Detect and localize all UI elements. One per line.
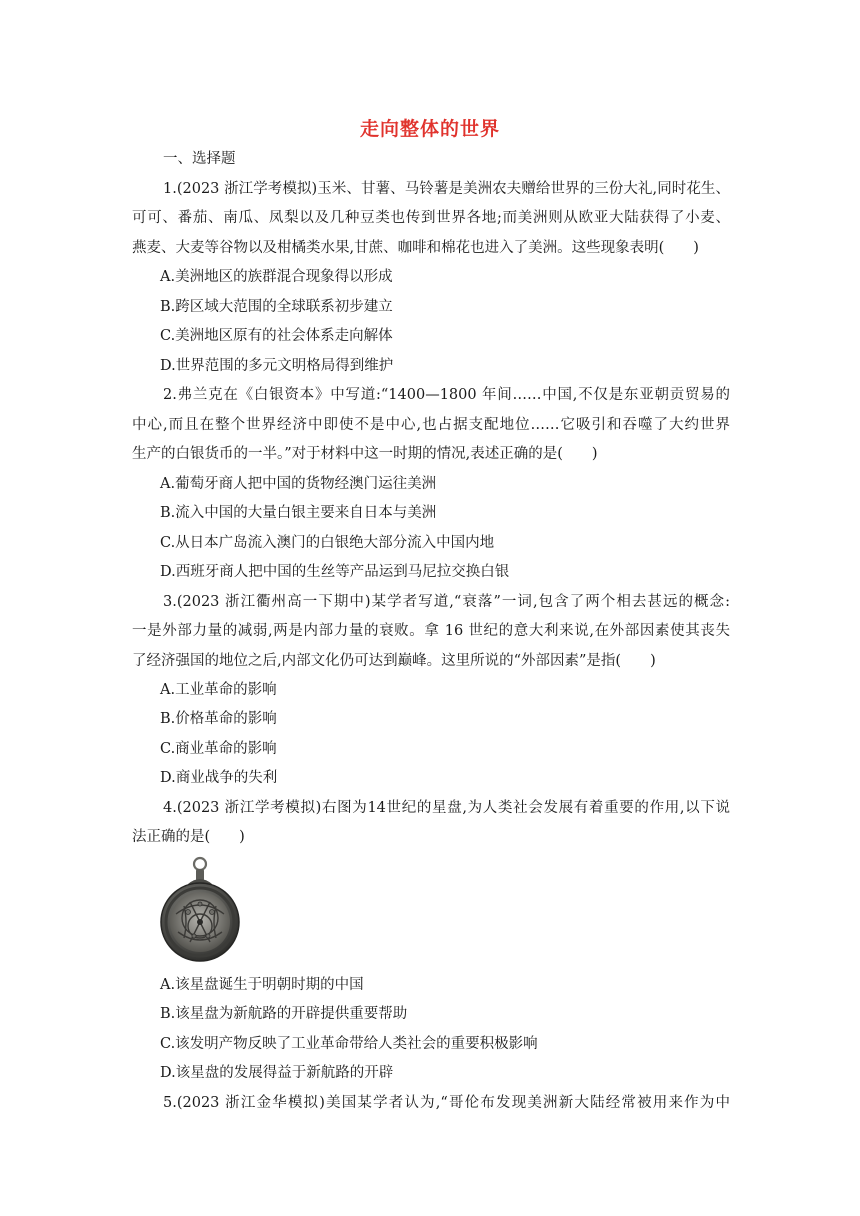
question-2-line-1: 2.弗兰克在《白银资本》中写道:“1400—1800 年间……中国,不仅是东亚朝贡贸易的 bbox=[163, 387, 730, 403]
question-3-line-2: 一是外部力量的减弱,两是内部力量的衰败。拿 16 世纪的意大利来说,在外部因素使其丧失 bbox=[132, 623, 730, 639]
question-3-option-d: D.商业战争的失利 bbox=[160, 770, 278, 786]
question-4-line-1: 4.(2023 浙江学考模拟)右图为14世纪的星盘,为人类社会发展有着重要的作用,以下说 bbox=[163, 800, 730, 816]
question-4-option-a: A.该星盘诞生于明朝时期的中国 bbox=[160, 977, 364, 993]
question-3-option-c: C.商业革命的影响 bbox=[160, 741, 277, 757]
document-title: 走向整体的世界 bbox=[359, 118, 500, 140]
question-3-option-b: B.价格革命的影响 bbox=[160, 711, 277, 727]
question-4-option-b: B.该星盘为新航路的开辟提供重要帮助 bbox=[160, 1006, 408, 1022]
question-1-line-1: 1.(2023 浙江学考模拟)玉米、甘薯、马铃薯是美洲农夫赠给世界的三份大礼,同时花生、 bbox=[163, 181, 730, 197]
question-3-option-a: A.工业革命的影响 bbox=[160, 682, 277, 698]
question-4-line-2: 法正确的是( ) bbox=[132, 829, 245, 845]
question-2-line-3: 生产的白银货币的一半。”对于材料中这一时期的情况,表述正确的是( ) bbox=[132, 446, 598, 462]
question-4-option-c: C.该发明产物反映了工业革命带给人类社会的重要积极影响 bbox=[160, 1036, 538, 1052]
question-3-line-3: 了经济强国的地位之后,内部文化仍可达到巅峰。这里所说的“外部因素”是指( ) bbox=[132, 653, 656, 669]
question-5-line-1: 5.(2023 浙江金华模拟)美国某学者认为,“哥伦布发现美洲新大陆经常被用来作为中 bbox=[163, 1095, 730, 1111]
question-2-line-2: 中心,而且在整个世界经济中即使不是中心,也占据支配地位……它吸引和吞噬了大约世界 bbox=[132, 417, 730, 433]
question-2-option-a: A.葡萄牙商人把中国的货物经澳门运往美洲 bbox=[160, 476, 437, 492]
question-1-line-3: 燕麦、大麦等谷物以及柑橘类水果,甘蔗、咖啡和棉花也进入了美洲。这些现象表明( ) bbox=[132, 240, 699, 256]
question-1-option-d: D.世界范围的多元文明格局得到维护 bbox=[160, 358, 394, 374]
question-2-option-d: D.西班牙商人把中国的生丝等产品运到马尼拉交换白银 bbox=[160, 564, 510, 580]
question-1-option-b: B.跨区域大范围的全球联系初步建立 bbox=[160, 299, 393, 315]
question-1-option-a: A.美洲地区的族群混合现象得以形成 bbox=[160, 269, 393, 285]
astrolabe-image bbox=[158, 856, 242, 966]
question-3-line-1: 3.(2023 浙江衢州高一下期中)某学者写道,“衰落”一词,包含了两个相去甚远的概念: bbox=[163, 594, 730, 610]
section-heading: 一、选择题 bbox=[163, 151, 236, 167]
question-2-option-c: C.从日本广岛流入澳门的白银绝大部分流入中国内地 bbox=[160, 535, 495, 551]
question-2-option-b: B.流入中国的大量白银主要来自日本与美洲 bbox=[160, 505, 437, 521]
question-1-line-2: 可可、番茄、南瓜、凤梨以及几种豆类也传到世界各地;而美洲则从欧亚大陆获得了小麦、 bbox=[132, 210, 730, 226]
question-4-option-d: D.该星盘的发展得益于新航路的开辟 bbox=[160, 1065, 394, 1081]
question-1-option-c: C.美洲地区原有的社会体系走向解体 bbox=[160, 328, 393, 344]
